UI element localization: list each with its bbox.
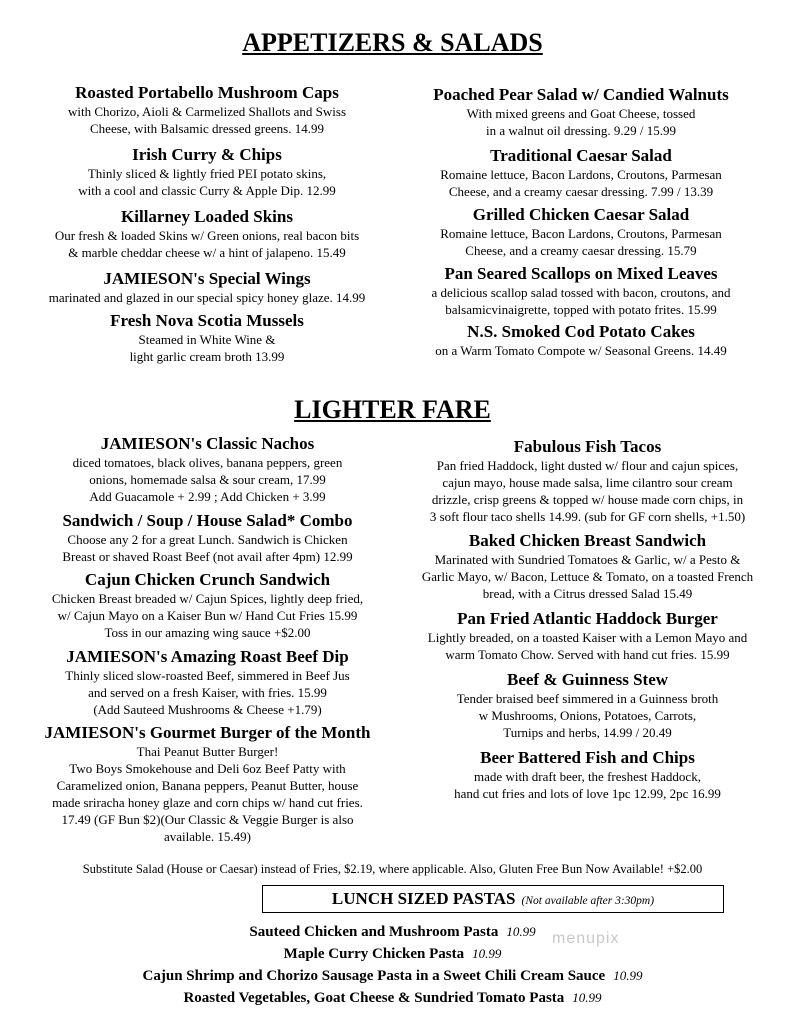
menu-item-name: Roasted Portabello Mushroom Caps: [75, 83, 339, 102]
pasta-item-sauteed-chicken-and-mushroom-pasta: [0, 921, 785, 943]
pasta-price: 10.99: [472, 946, 502, 961]
menu-item-description: Steamed in White Wine &: [138, 332, 276, 347]
appetizers-right-column: [400, 84, 762, 359]
menu-item-description: on a Warm Tomato Compote w/ Seasonal Greens. 14.49: [435, 343, 727, 358]
menu-item-killarney-loaded-skins: [28, 206, 386, 261]
menu-item-description: made sriracha honey glaze and corn chips w/ hand cut fries.: [52, 795, 363, 810]
pasta-name: Maple Curry Chicken Pasta: [283, 946, 465, 962]
menu-item-pan-seared-scallops-on-mixed-leaves: [400, 263, 762, 318]
menu-item-description: diced tomatoes, black olives, banana peppers, green: [72, 455, 343, 470]
pasta-price: 10.99: [572, 990, 602, 1005]
menu-item-description: Toss in our amazing wing sauce +$2.00: [104, 625, 311, 640]
menu-item-description: Romaine lettuce, Bacon Lardons, Croutons, Parmesan: [440, 226, 722, 241]
menu-item-jamieson-s-amazing-roast-beef-dip: [20, 646, 395, 718]
menu-item-description: w/ Cajun Mayo on a Kaiser Bun w/ Hand Cut Fries 15.99: [57, 608, 358, 623]
menu-item-name: Beer Battered Fish and Chips: [480, 748, 695, 767]
menu-item-traditional-caesar-salad: [400, 145, 762, 200]
menu-item-cajun-chicken-crunch-sandwich: [20, 569, 395, 641]
menu-item-name: Beef & Guinness Stew: [506, 670, 669, 689]
menu-item-poached-pear-salad-w-candied-walnuts: [400, 84, 762, 139]
menu-item-name: Fabulous Fish Tacos: [513, 437, 662, 456]
menu-item-name: JAMIESON's Classic Nachos: [100, 434, 315, 453]
menu-item-beer-battered-fish-and-chips: [400, 747, 775, 802]
menu-item-name: N.S. Smoked Cod Potato Cakes: [467, 322, 695, 341]
menu-item-description: Our fresh & loaded Skins w/ Green onions, real bacon bits: [54, 228, 360, 243]
menu-item-description: Cheese, and a creamy caesar dressing. 15.79: [465, 243, 697, 258]
menu-item-description: warm Tomato Chow. Served with hand cut fries. 15.99: [445, 647, 730, 662]
menu-item-description: cajun mayo, house made salsa, lime cilantro sour cream: [442, 475, 733, 490]
lighter-fare-title: LIGHTER FARE: [294, 395, 491, 424]
lunch-pastas-availability: (Not available after 3:30pm): [521, 895, 655, 907]
lighter-fare-left-column: [20, 433, 395, 845]
menu-item-description: bread, with a Citrus dressed Salad 15.49: [482, 586, 693, 601]
menu-item-jamieson-s-classic-nachos: [20, 433, 395, 505]
menu-item-description: Thinly sliced slow-roasted Beef, simmered in Beef Jus: [65, 668, 350, 683]
menu-item-sandwich-soup-house-salad-combo: [20, 510, 395, 565]
menupix-watermark: menupix: [552, 930, 620, 947]
menu-item-description: 17.49 (GF Bun $2)(Our Classic & Veggie Burger is also: [61, 812, 354, 827]
menu-item-name: JAMIESON's Special Wings: [103, 269, 311, 288]
menu-item-description: hand cut fries and lots of love 1pc 12.99, 2pc 16.99: [454, 786, 721, 801]
menu-item-jamieson-s-gourmet-burger-of-the-month: [20, 722, 395, 845]
menu-item-irish-curry-chips: [28, 144, 386, 199]
pasta-price: 10.99: [506, 924, 536, 939]
menu-item-description: balsamicvinaigrette, topped with potato frites. 15.99: [445, 302, 717, 317]
menu-item-description: Breast or shaved Roast Beef (not avail after 4pm) 12.99: [62, 549, 353, 564]
menu-item-description: Turnips and herbs, 14.99 / 20.49: [503, 725, 672, 740]
lighter-fare-right-column: [400, 436, 775, 802]
pasta-name: Cajun Shrimp and Chorizo Sausage Pasta in a Sweet Chili Cream Sauce: [142, 968, 606, 984]
menu-item-description: a delicious scallop salad tossed with bacon, croutons, and: [431, 285, 731, 300]
menu-item-description: With mixed greens and Goat Cheese, tossed: [466, 106, 696, 121]
pasta-item-roasted-vegetables-goat-cheese-sundried-tomato-pasta: [0, 987, 785, 1009]
menu-item-fabulous-fish-tacos: [400, 436, 775, 525]
menu-item-description: drizzle, crisp greens & topped w/ house made corn chips, in: [431, 492, 744, 507]
menu-item-jamieson-s-special-wings: [28, 268, 386, 306]
menu-item-name: Poached Pear Salad w/ Candied Walnuts: [433, 85, 729, 104]
menu-item-description: Thai Peanut Butter Burger!: [136, 744, 279, 759]
menu-item-name: JAMIESON's Amazing Roast Beef Dip: [66, 647, 349, 666]
menu-item-description: Choose any 2 for a great Lunch. Sandwich is Chicken: [67, 532, 348, 547]
menu-item-name: Cajun Chicken Crunch Sandwich: [84, 570, 331, 589]
menu-item-description: Romaine lettuce, Bacon Lardons, Croutons, Parmesan: [440, 167, 722, 182]
pasta-price: 10.99: [613, 968, 643, 983]
menu-item-description: Caramelized onion, Banana peppers, Peanut Butter, house: [56, 778, 359, 793]
menu-item-description: Two Boys Smokehouse and Deli 6oz Beef Patty with: [69, 761, 346, 776]
menu-item-description: Cheese, with Balsamic dressed greens. 14.99: [90, 121, 324, 136]
menu-item-name: Sandwich / Soup / House Salad* Combo: [62, 511, 353, 530]
pasta-item-maple-curry-chicken-pasta: [0, 943, 785, 965]
menu-item-name: Pan Fried Atlantic Haddock Burger: [457, 609, 718, 628]
menu-item-description: Garlic Mayo, w/ Bacon, Lettuce & Tomato, on a toasted French: [421, 569, 754, 584]
menu-item-description: Lightly breaded, on a toasted Kaiser with a Lemon Mayo and: [427, 630, 748, 645]
menu-item-beef-guinness-stew: [400, 669, 775, 741]
menu-item-name: Fresh Nova Scotia Mussels: [110, 311, 304, 330]
menu-item-description: Pan fried Haddock, light dusted w/ flour and cajun spices,: [436, 458, 739, 473]
menu-item-description: Chicken Breast breaded w/ Cajun Spices, lightly deep fried,: [51, 591, 364, 606]
menu-item-description: 3 soft flour taco shells 14.99. (sub for GF corn shells, +1.50): [429, 509, 746, 524]
menu-item-description: w Mushrooms, Onions, Potatoes, Carrots,: [478, 708, 697, 723]
menu-item-fresh-nova-scotia-mussels: [28, 310, 386, 365]
lunch-pastas-title: LUNCH SIZED PASTAS: [331, 889, 516, 908]
menu-item-name: Baked Chicken Breast Sandwich: [468, 531, 707, 550]
menu-item-description: Thinly sliced & lightly fried PEI potato skins,: [87, 166, 327, 181]
pasta-name: Sauteed Chicken and Mushroom Pasta: [249, 924, 499, 940]
menu-item-description: & marble cheddar cheese w/ a hint of jalapeno. 15.49: [68, 245, 346, 260]
menu-item-description: marinated and glazed in our special spicy honey glaze. 14.99: [48, 290, 366, 305]
pasta-item-cajun-shrimp-and-chorizo-sausage-pasta-in-a-sweet-chili-cream-sauce: [0, 965, 785, 987]
pasta-name: Roasted Vegetables, Goat Cheese & Sundried Tomato Pasta: [183, 990, 565, 1006]
menu-item-name: Traditional Caesar Salad: [490, 146, 672, 165]
menu-item-description: and served on a fresh Kaiser, with fries. 15.99: [88, 685, 327, 700]
menu-item-description: available. 15.49): [164, 829, 251, 844]
menu-item-grilled-chicken-caesar-salad: [400, 204, 762, 259]
lunch-pastas-header: [262, 885, 724, 913]
menu-item-roasted-portabello-mushroom-caps: [28, 82, 386, 137]
pasta-list: [0, 921, 785, 1009]
menu-item-name: JAMIESON's Gourmet Burger of the Month: [44, 723, 371, 742]
substitute-note: Substitute Salad (House or Caesar) instead of Fries, $2.19, where applicable. Also, Gluten Free Bun Now Available! +$2.00: [82, 862, 703, 876]
menu-item-description: in a walnut oil dressing. 9.29 / 15.99: [486, 123, 676, 138]
menu-item-description: (Add Sauteed Mushrooms & Cheese +1.79): [93, 702, 322, 717]
menu-item-name: Grilled Chicken Caesar Salad: [472, 205, 690, 224]
menu-item-description: Add Guacamole + 2.99 ; Add Chicken + 3.99: [89, 489, 326, 504]
menu-item-description: onions, homemade salsa & sour cream, 17.99: [89, 472, 326, 487]
menu-item-baked-chicken-breast-sandwich: [400, 530, 775, 602]
menu-item-name: Pan Seared Scallops on Mixed Leaves: [444, 264, 718, 283]
menu-item-description: with a cool and classic Curry & Apple Dip. 12.99: [78, 183, 336, 198]
menu-item-description: Cheese, and a creamy caesar dressing. 7.99 / 13.39: [448, 184, 714, 199]
menu-item-description: Tender braised beef simmered in a Guinness broth: [456, 691, 719, 706]
appetizers-left-column: [28, 82, 386, 365]
appetizers-title: APPETIZERS & SALADS: [242, 28, 543, 57]
menu-item-description: made with draft beer, the freshest Haddock,: [474, 769, 701, 784]
menu-item-name: Killarney Loaded Skins: [121, 207, 293, 226]
menu-item-description: Marinated with Sundried Tomatoes & Garlic, w/ a Pesto &: [434, 552, 741, 567]
menu-item-description: with Chorizo, Aioli & Carmelized Shallots and Swiss: [67, 104, 347, 119]
menu-item-name: Irish Curry & Chips: [132, 145, 282, 164]
menu-item-description: light garlic cream broth 13.99: [129, 349, 285, 364]
menu-item-n-s-smoked-cod-potato-cakes: [400, 321, 762, 359]
menu-item-pan-fried-atlantic-haddock-burger: [400, 608, 775, 663]
